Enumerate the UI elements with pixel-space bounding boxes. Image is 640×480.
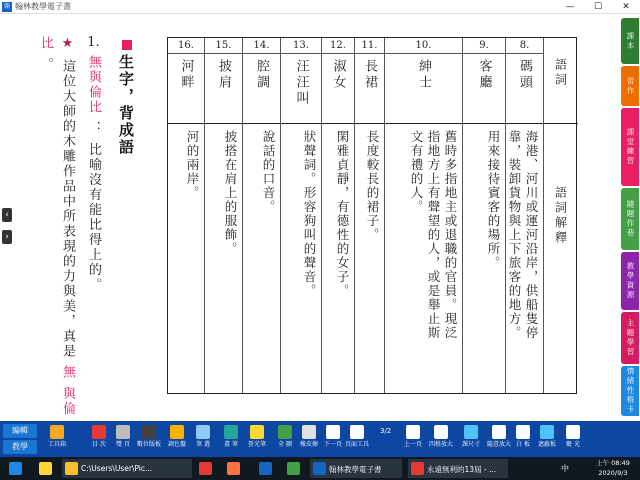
header-definition-label: 語詞解釋 bbox=[553, 186, 568, 246]
column-definition: 舊時多指地主或退職的官員。現泛 bbox=[443, 130, 458, 340]
taskbar-label: 翰林教學電子書 bbox=[329, 465, 382, 474]
tool-double-page-button[interactable] bbox=[110, 423, 136, 455]
taskbar-label: 永遠無利的13屆 - ... bbox=[427, 465, 497, 474]
tool-label: 遮蔽板 bbox=[537, 441, 556, 448]
taskbar-ebook-button[interactable] bbox=[310, 459, 402, 478]
tool-label: 數位版板 bbox=[136, 441, 161, 448]
taskbar-folder-button[interactable] bbox=[36, 459, 56, 478]
clock-date: 2020/9/3 bbox=[598, 469, 628, 477]
taskbar-label: C:\Users\User\Pic... bbox=[81, 464, 153, 473]
tool-label: 聚 光 bbox=[566, 441, 580, 448]
table-column bbox=[384, 38, 462, 393]
column-definition: 文有禮的人。 bbox=[409, 130, 424, 214]
window-title: 翰林教學電子書 bbox=[15, 2, 71, 11]
section-title: 生字，背成語 bbox=[117, 54, 135, 156]
tool-label: 工具箱 bbox=[47, 441, 66, 448]
column-definition: 披搭在肩上的服飾。 bbox=[223, 130, 238, 256]
tab-workbook[interactable]: 習作 bbox=[621, 66, 639, 106]
clock[interactable] bbox=[588, 458, 638, 478]
tool-zoom-grid-button[interactable] bbox=[428, 423, 454, 455]
column-number: 11. bbox=[355, 38, 384, 54]
column-definition: 河的兩岸。 bbox=[185, 130, 200, 200]
pen-select-icon bbox=[196, 425, 210, 439]
close-button[interactable]: ✕ bbox=[622, 2, 630, 12]
column-word: 客廳 bbox=[476, 59, 492, 91]
explorer-icon bbox=[65, 462, 78, 475]
cover-icon bbox=[540, 425, 554, 439]
spotlight-icon bbox=[566, 425, 580, 439]
section-heading bbox=[116, 36, 137, 416]
tool-label: 白 板 bbox=[516, 441, 530, 448]
column-number: 9. bbox=[463, 38, 505, 54]
table-column bbox=[354, 38, 384, 393]
prev-page-arrow-icon[interactable]: ‹ bbox=[2, 208, 12, 222]
taskbar-chrome-button[interactable] bbox=[196, 459, 218, 478]
tool-label: 上一頁 bbox=[403, 441, 422, 448]
word-icon bbox=[259, 462, 272, 475]
app-logo-icon: 翰 bbox=[3, 3, 10, 10]
idiom-entry bbox=[82, 36, 104, 426]
column-number: 13. bbox=[281, 38, 321, 54]
example-sentence bbox=[34, 36, 80, 421]
taskbar-explorer-button[interactable] bbox=[62, 459, 192, 478]
column-word: 腔調 bbox=[254, 59, 269, 91]
tool-label: 目 次 bbox=[92, 441, 106, 448]
highlighter-icon bbox=[250, 425, 264, 439]
idiom-number: 1. bbox=[87, 36, 100, 49]
next-page-icon bbox=[406, 425, 420, 439]
contents-icon bbox=[92, 425, 106, 439]
example-text: 這位大師的木雕作品中所表現的力與美，真是 bbox=[60, 59, 75, 360]
column-word: 披肩 bbox=[216, 59, 231, 91]
table-column bbox=[280, 38, 321, 393]
tool-label: 調色盤 bbox=[167, 441, 186, 448]
example-highlight-a: 無 bbox=[60, 365, 75, 381]
tab-theme-learning[interactable]: 主題學習 bbox=[621, 312, 639, 364]
title-bar bbox=[0, 0, 640, 14]
table-column bbox=[321, 38, 354, 393]
idiom-definition: 比喻沒有能比得上的。 bbox=[86, 142, 101, 293]
column-definition: 指地方上有聲望的人，或是舉止斯 bbox=[426, 130, 441, 340]
tool-toolbox-button[interactable] bbox=[44, 423, 70, 455]
prev-page-icon bbox=[326, 425, 340, 439]
clock-time: 上午 08:49 bbox=[596, 459, 630, 467]
brush-icon bbox=[224, 425, 238, 439]
tool-cover-button[interactable] bbox=[534, 423, 560, 455]
tool-next-page-button[interactable] bbox=[400, 423, 426, 455]
tool-label: 畫 筆 bbox=[224, 441, 238, 448]
side-tab-rail bbox=[619, 14, 640, 421]
column-number: 8. bbox=[506, 38, 543, 54]
idiom-term: 無與倫比 bbox=[86, 55, 101, 116]
zoom-grid-icon bbox=[434, 425, 448, 439]
app2-icon bbox=[287, 462, 300, 475]
table-column bbox=[462, 38, 505, 393]
tool-label: 全 刪 bbox=[278, 441, 292, 448]
tab-teaching-resources[interactable]: 教學資源 bbox=[621, 252, 639, 310]
column-word: 長裙 bbox=[362, 59, 377, 91]
table-column bbox=[168, 38, 204, 393]
tool-label: 課尺寸 bbox=[461, 441, 480, 448]
teach-menu-button[interactable]: 教學 bbox=[3, 440, 37, 454]
table-column bbox=[242, 38, 280, 393]
windows-taskbar bbox=[0, 457, 640, 480]
table-column bbox=[505, 38, 543, 393]
table-header-column bbox=[543, 38, 578, 393]
tab-class-practice[interactable]: 課堂練習 bbox=[621, 108, 639, 186]
tool-spotlight-button[interactable] bbox=[560, 423, 586, 455]
tool-board-button[interactable] bbox=[136, 423, 162, 455]
example-highlight-b: 與倫比 bbox=[38, 36, 75, 417]
example-end: 。 bbox=[38, 57, 53, 73]
tool-pen-select-button[interactable] bbox=[190, 423, 216, 455]
header-word-label: 語詞 bbox=[553, 58, 568, 88]
tool-label: 下一頁 bbox=[323, 441, 342, 448]
column-definition: 長度較長的裙子。 bbox=[365, 130, 380, 242]
column-definition: 海港、河川或運河沿岸，供船隻停 bbox=[524, 130, 539, 340]
tool-free-zoom-button[interactable] bbox=[486, 423, 512, 455]
tool-label: 橡皮擦 bbox=[299, 441, 318, 448]
palette-icon bbox=[170, 425, 184, 439]
taskbar-chrome-button[interactable] bbox=[408, 459, 508, 478]
taskbar-app2-button[interactable] bbox=[284, 459, 306, 478]
ruler-icon bbox=[464, 425, 478, 439]
column-definition: 狀聲詞。形容狗叫的聲音。 bbox=[302, 130, 317, 298]
column-number: 12. bbox=[322, 38, 354, 54]
tool-page-tool-button[interactable] bbox=[344, 423, 370, 455]
column-word: 碼頭 bbox=[517, 59, 532, 91]
minimize-button[interactable]: — bbox=[565, 2, 575, 12]
tool-whiteboard-button[interactable] bbox=[510, 423, 536, 455]
tool-delete-all-button[interactable] bbox=[272, 423, 298, 455]
tool-palette-button[interactable] bbox=[164, 423, 190, 455]
tool-label: 雙 頁 bbox=[116, 441, 130, 448]
table-column bbox=[204, 38, 242, 393]
column-number: 16. bbox=[168, 38, 204, 54]
column-number: 14. bbox=[243, 38, 280, 54]
column-definition: 靠，裝卸貨物與上下旅客的地方。 bbox=[507, 130, 522, 340]
tool-prev-page-button[interactable] bbox=[320, 423, 346, 455]
idiom-colon: ： bbox=[86, 121, 101, 137]
tool-contents-button[interactable] bbox=[86, 423, 112, 455]
chrome-icon bbox=[199, 462, 212, 475]
tab-textbook[interactable]: 課本 bbox=[621, 18, 639, 64]
ebook-toolbar bbox=[0, 421, 640, 457]
taskbar-windows-start-button[interactable] bbox=[6, 459, 26, 478]
ime-indicator[interactable]: 中 bbox=[561, 464, 569, 473]
vocabulary-table bbox=[167, 37, 577, 394]
tool-label: 螢光筆 bbox=[247, 441, 266, 448]
tool-ruler-button[interactable] bbox=[458, 423, 484, 455]
page-indicator: 3/2 bbox=[380, 427, 392, 435]
double-page-icon bbox=[116, 425, 130, 439]
chrome-icon bbox=[411, 462, 424, 475]
column-definition: 用來接待賓客的場所。 bbox=[486, 130, 501, 270]
heading-bullet-icon bbox=[122, 40, 132, 50]
column-definition: 閑雅貞靜，有德性的女子。 bbox=[335, 130, 350, 298]
column-number: 10. bbox=[385, 38, 462, 54]
tool-label: 頁面工具 bbox=[344, 441, 369, 448]
column-word: 淑女 bbox=[330, 59, 346, 91]
column-number: 15. bbox=[205, 38, 242, 54]
ebook-icon bbox=[313, 462, 326, 475]
whiteboard-icon bbox=[516, 425, 530, 439]
page-tool-icon bbox=[350, 425, 364, 439]
column-word: 河畔 bbox=[178, 59, 194, 91]
column-word: 紳士 bbox=[416, 59, 431, 91]
tool-eraser-button[interactable] bbox=[296, 423, 322, 455]
board-icon bbox=[142, 425, 156, 439]
folder-icon bbox=[39, 462, 52, 475]
tab-emotion-cards[interactable]: 情緒性格卡 bbox=[621, 366, 639, 416]
delete-all-icon bbox=[278, 425, 292, 439]
toolbox-icon bbox=[50, 425, 64, 439]
maximize-button[interactable]: ☐ bbox=[593, 2, 603, 12]
tool-label: 筆 選 bbox=[196, 441, 210, 448]
free-zoom-icon bbox=[492, 425, 506, 439]
windows-start-icon bbox=[9, 462, 22, 475]
taskbar-app-button[interactable] bbox=[224, 459, 246, 478]
taskbar-word-button[interactable] bbox=[256, 459, 278, 478]
tool-label: 隨意放大 bbox=[486, 441, 511, 448]
eraser-icon bbox=[302, 425, 316, 439]
column-definition: 說話的口音。 bbox=[261, 130, 276, 214]
tool-brush-button[interactable] bbox=[218, 423, 244, 455]
app-icon bbox=[227, 462, 240, 475]
example-star-icon: ★ bbox=[60, 36, 75, 53]
edit-menu-button[interactable]: 編輯 bbox=[3, 424, 37, 438]
next-page-arrow-icon[interactable]: › bbox=[2, 230, 12, 244]
tool-highlighter-button[interactable] bbox=[244, 423, 270, 455]
tab-quiz[interactable]: 隨題作巷 bbox=[621, 188, 639, 250]
tool-label: 四格放大 bbox=[428, 441, 453, 448]
column-word: 汪汪叫 bbox=[293, 59, 309, 107]
ebook-page bbox=[0, 14, 619, 421]
